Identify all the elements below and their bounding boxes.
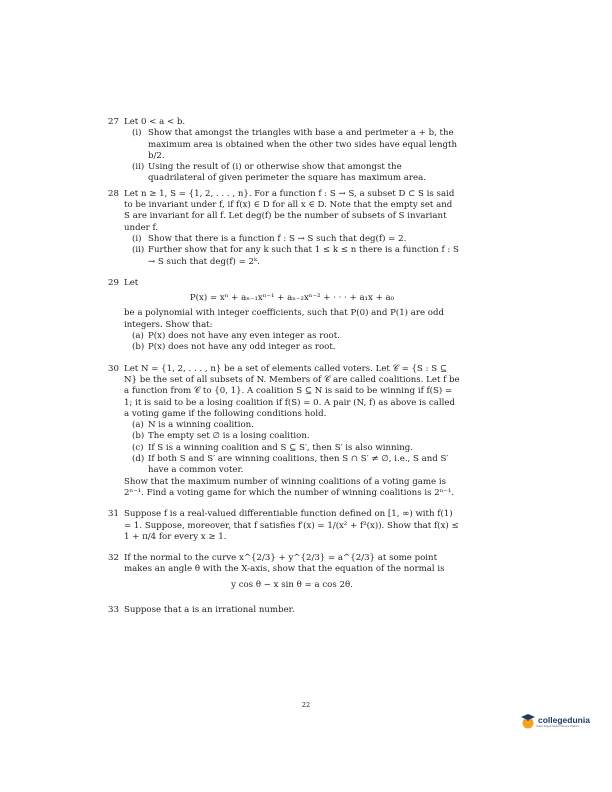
sub-item-label: (i) [132, 128, 142, 139]
logo-name: collegedunia [538, 714, 590, 725]
sub-item-label: (ii) [132, 245, 145, 256]
problem-intro: Let N = {1, 2, . . . , n} be a set of elements called voters. Let 𝒞 = {S : S ⊆ N} be the set of all subsets of N. Members of 𝒞 are called coalitions. Let f be a function from 𝒞 to {0, 1}. A coalition S ⊆ N is said to be winning if f(S) = 1; it is said to be a losing coalition if f(S) = 0. A pair (N, f) as above is called a voting game if the following conditions hold. [124, 363, 460, 419]
problem-number: 33 [108, 604, 119, 615]
sub-item [124, 331, 460, 342]
sub-item [124, 245, 460, 268]
sub-item-label: (d) [132, 454, 145, 465]
sub-item-text: N is a winning coalition. [148, 420, 254, 431]
page-number: 22 [301, 701, 311, 709]
problem-intro: Suppose that a is an irrational number. [124, 604, 295, 615]
sub-item-text: P(x) does not have any odd integer as root. [148, 342, 336, 353]
problem-33 [108, 605, 460, 616]
sub-item [124, 431, 460, 442]
problem-31 [108, 509, 460, 543]
sub-item-text: If S is a winning coalition and S ⊆ S′, then S′ is also winning. [148, 442, 414, 453]
sub-item-label: (i) [132, 233, 142, 244]
problem-28 [108, 189, 460, 268]
sub-item-text: Further show that for any k such that 1 ≤ k ≤ n there is a function f : S → S such that deg(f) = 2ᵏ. [148, 245, 459, 267]
sub-item-label: (b) [132, 342, 145, 353]
sub-item-label: (a) [132, 331, 144, 342]
sub-item-text: P(x) does not have any even integer as root. [148, 331, 340, 342]
problem-number: 28 [108, 188, 119, 199]
problem-27 [108, 117, 460, 185]
sub-item-label: (c) [132, 442, 144, 453]
sub-item [124, 128, 460, 162]
problem-intro: Let n ≥ 1, S = {1, 2, . . . , n}. For a function f : S → S, a subset D ⊂ S is said to be invariant under f, if f(x) ∈ D for all x ∈ D. Note that the empty set and S are invariant for all f. Let deg(f) be the number of subsets of S invariant under f. [124, 188, 455, 233]
collegedunia-logo [520, 712, 590, 730]
sub-item-label: (ii) [132, 162, 145, 173]
problem-32 [108, 553, 460, 595]
sub-item-label: (b) [132, 431, 145, 442]
sub-item-text: Show that there is a function f : S → S such that deg(f) = 2. [148, 233, 407, 244]
logo-tagline: India's largest Student Review Platform [536, 724, 580, 728]
sub-item-text: If both S and S′ are winning coalitions, then S ∩ S′ ≠ ∅, i.e., S and S′ have a common voter. [148, 454, 449, 476]
problem-intro: If the normal to the curve x^{2/3} + y^{2/3} = a^{2/3} at some point makes an angle θ with the X-axis, show that the equation of the normal is [124, 553, 445, 575]
sub-item [124, 342, 460, 353]
sub-item-text: Using the result of (i) or otherwise show that amongst the quadrilateral of given perimeter the square has maximum area. [148, 162, 426, 184]
problem-intro: Let 0 < a < b. [124, 117, 186, 127]
sub-item [124, 443, 460, 454]
sub-item [124, 162, 460, 185]
problem-text: Show that the maximum number of winning coalitions of a voting game is 2ⁿ⁻¹. Find a voting game for which the number of winning coalitions is 2ⁿ⁻¹. [124, 476, 455, 498]
display-equation: P(x) = xⁿ + aₙ₋₁xⁿ⁻¹ + aₙ₋₂xⁿ⁻² + · · · + a₁x + a₀ [189, 293, 395, 304]
sub-item [124, 420, 460, 431]
problem-number: 27 [108, 117, 119, 127]
problem-29 [108, 278, 460, 354]
problem-intro: Suppose f is a real-valued differentiable function defined on [1, ∞) with f(1) = 1. Suppose, moreover, that f satisfies f′(x) = 1/(x² + f²(x)). Show that f(x) ≤ 1 + π/4 for every x ≥ 1. [124, 509, 459, 542]
problem-number: 32 [108, 553, 119, 564]
sub-item [124, 454, 460, 477]
problem-30 [108, 364, 460, 500]
problem-number: 30 [108, 363, 119, 374]
problem-intro: Let [124, 277, 139, 288]
sub-item [124, 234, 460, 245]
sub-item-text: Show that amongst the triangles with base a and perimeter a + b, the maximum area is obtained when the other two sides have equal length b/2. [148, 128, 458, 161]
sub-item-text: The empty set ∅ is a losing coalition. [148, 431, 310, 442]
sub-item-label: (a) [132, 420, 144, 431]
problem-text: be a polynomial with integer coefficients, such that P(0) and P(1) are odd integers. Show that: [124, 308, 444, 330]
graduate-cap-icon [520, 712, 536, 730]
display-equation: y cos θ − x sin θ = a cos 2θ. [231, 579, 353, 590]
problem-number: 31 [108, 509, 119, 520]
problem-number: 29 [108, 277, 119, 288]
problem-page [108, 117, 460, 620]
